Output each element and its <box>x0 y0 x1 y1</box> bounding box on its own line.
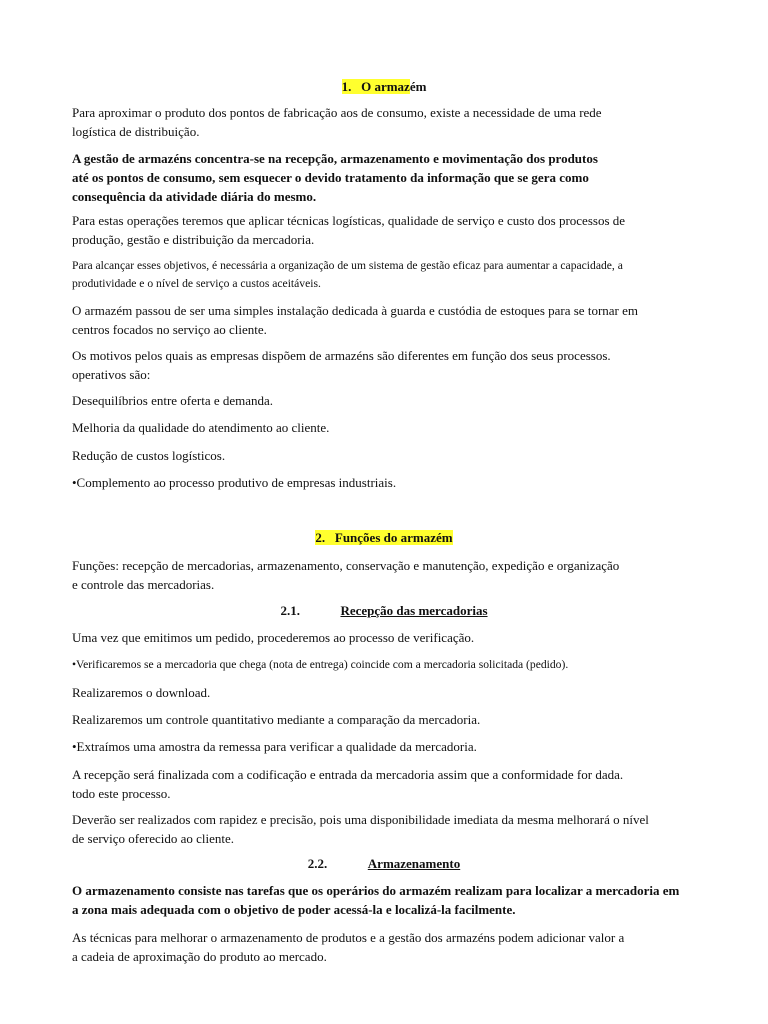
list-item: Melhoria da qualidade do atendimento ao cliente. <box>72 420 330 435</box>
paragraph: A recepção será finalizada com a codificação e entrada da mercadoria assim que a conformidade for dada. todo este processo. <box>72 767 624 801</box>
list-item: Desequilíbrios entre oferta e demanda. <box>72 393 274 408</box>
paragraph: Realizaremos o download. <box>72 685 211 700</box>
list-item-small: •Verificaremos se a mercadoria que chega (nota de entrega) coincide com a mercadoria solicitada (pedido). <box>72 658 569 671</box>
list-item: Redução de custos logísticos. <box>72 448 226 463</box>
paragraph-bold: A gestão de armazéns concentra-se na recepção, armazenamento e movimentação dos produtos até os pontos de consumo, sem esquecer o devido tratamento da informação que se gera como consequência da atividade diária do mesmo. <box>72 151 598 204</box>
subsection-2-2-heading: 2.2. Armazenamento <box>307 856 461 871</box>
paragraph: Deverão ser realizados com rapidez e precisão, pois uma disponibilidade imediata da mesma melhorará o nível de serviço oferecido ao cliente. <box>72 812 649 846</box>
heading-highlight: 2. Funções do armazém <box>315 530 453 545</box>
paragraph: Para aproximar o produto dos pontos de fabricação aos de consumo, existe a necessidade de uma rede logística de distribuição. <box>72 105 602 139</box>
list-item: •Complemento ao processo produtivo de empresas industriais. <box>72 475 397 490</box>
paragraph: Realizaremos um controle quantitativo mediante a comparação da mercadoria. <box>72 712 481 727</box>
section-2-heading <box>0 528 768 547</box>
paragraph: Os motivos pelos quais as empresas dispõem de armazéns são diferentes em função dos seus processos. operativos são: <box>72 348 611 382</box>
paragraph: Para estas operações teremos que aplicar técnicas logísticas, qualidade de serviço e custo dos processos de produção, gestão e distribuição da mercadoria. <box>72 213 626 247</box>
paragraph: As técnicas para melhorar o armazenamento de produtos e a gestão dos armazéns podem adicionar valor a a cadeia de aproximação do produto ao mercado. <box>72 930 625 964</box>
paragraph: Uma vez que emitimos um pedido, procederemos ao processo de verificação. <box>72 630 475 645</box>
section-1-heading: 1. O armazém <box>341 79 427 94</box>
paragraph: Funções: recepção de mercadorias, armazenamento, conservação e manutenção, expedição e organização e controle das mercadorias. <box>72 558 620 592</box>
subsection-2-1-heading: 2.1. Recepção das mercadorias <box>280 603 488 618</box>
paragraph-small: Para alcançar esses objetivos, é necessária a organização de um sistema de gestão eficaz para aumentar a capacidade, a produtividade e o nível de serviço a custos aceitáveis. <box>72 259 623 290</box>
paragraph: •Extraímos uma amostra da remessa para verificar a qualidade da mercadoria. <box>72 739 477 754</box>
heading-highlight: 1. O armaz <box>341 79 410 94</box>
paragraph-bold: O armazenamento consiste nas tarefas que os operários do armazém realizam para localizar a mercadoria em a zona mais adequada com o objetivo de poder acessá-la e localizá-la facilmente. <box>72 883 680 917</box>
paragraph: O armazém passou de ser uma simples instalação dedicada à guarda e custódia de estoques para se tornar em centros focados no serviço ao cliente. <box>72 303 639 337</box>
